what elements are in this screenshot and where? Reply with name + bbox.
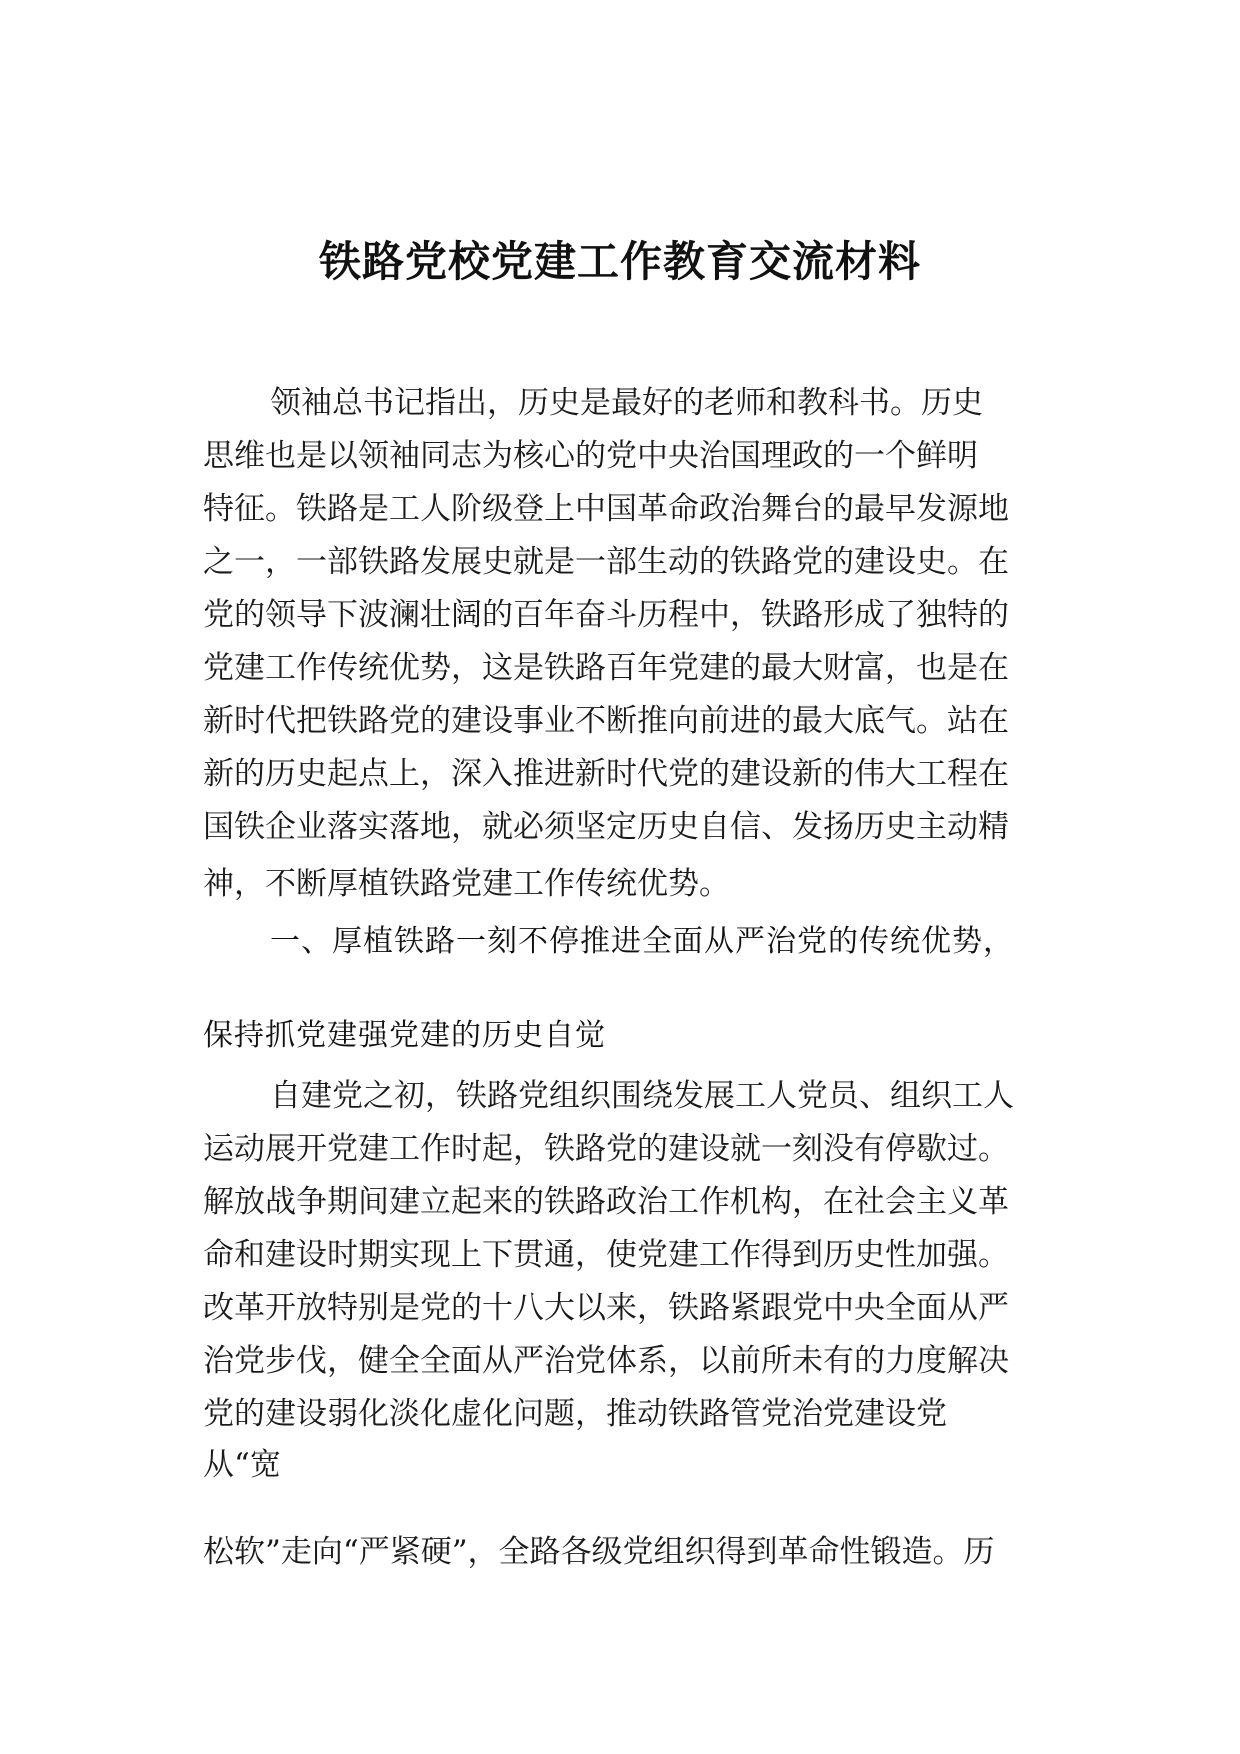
paragraph-line: 之一，一部铁路发展史就是一部生动的铁路党的建设史。在 (203, 544, 1009, 580)
paragraph-line: 党的领导下波澜壮阔的百年奋斗历程中，铁路形成了独特的 (203, 597, 1009, 633)
paragraph-line: 运动展开党建工作时起，铁路党的建设就一刻没有停歇过。 (203, 1131, 1009, 1167)
section-heading: 一、厚植铁路一刻不停推进全面从严治党的传统优势， (270, 924, 1014, 959)
paragraph-line: 改革开放特别是党的十八大以来，铁路紧跟党中央全面从严 (203, 1290, 1009, 1326)
document-title: 铁路党校党建工作教育交流材料 (318, 237, 921, 286)
paragraph-line: 从“宽 (203, 1447, 281, 1483)
paragraph-line: 思维也是以领袖同志为核心的党中央治国理政的一个鲜明 (203, 438, 978, 474)
paragraph-line: 新时代把铁路党的建设事业不断推向前进的最大底气。站在 (203, 703, 1009, 739)
paragraph-line: 党的建设弱化淡化虚化问题，推动铁路管党治党建设党 (203, 1396, 947, 1432)
paragraph-line: 命和建设时期实现上下贯通，使党建工作得到历史性加强。 (203, 1237, 1009, 1273)
paragraph-line: 自建党之初，铁路党组织围绕发展工人党员、组织工人 (270, 1078, 1014, 1114)
paragraph-line: 新的历史起点上，深入推进新时代党的建设新的伟大工程在 (203, 756, 1009, 792)
paragraph-line: 松软”走向“严紧硬”，全路各级党组织得到革命性锻造。历 (203, 1534, 995, 1570)
section-heading: 保持抓党建强党建的历史自觉 (203, 1018, 606, 1053)
paragraph-line: 治党步伐，健全全面从严治党体系，以前所未有的力度解决 (203, 1343, 1009, 1379)
paragraph-line: 党建工作传统优势，这是铁路百年党建的最大财富，也是在 (203, 650, 1009, 686)
paragraph-line: 神，不断厚植铁路党建工作传统优势。 (203, 866, 730, 902)
paragraph-line: 解放战争期间建立起来的铁路政治工作机构，在社会主义革 (203, 1184, 1009, 1220)
paragraph-line: 领袖总书记指出，历史是最好的老师和教科书。历史 (270, 385, 983, 421)
paragraph-line: 国铁企业落实落地，就必须坚定历史自信、发扬历史主动精 (203, 809, 1009, 845)
paragraph-line: 特征。铁路是工人阶级登上中国革命政治舞台的最早发源地 (203, 491, 1009, 527)
